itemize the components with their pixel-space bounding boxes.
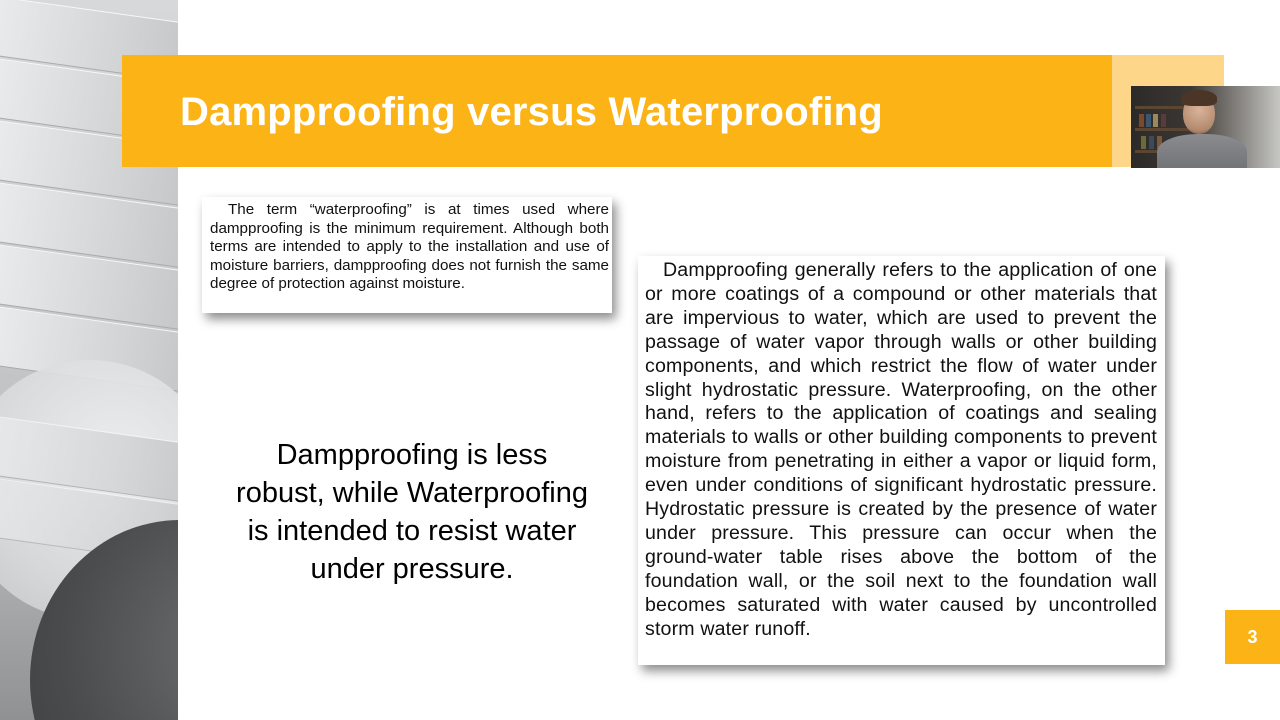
excerpt-2-text: Dampproofing generally refers to the application of one or more coatings of a compound or other materials that are impervious to water, which are used to prevent the passage of water vapor through walls or other building components, and which restrict the flow of water under slight hydrostatic pressure. Waterproofing, on the other hand, refers to the application of coatings and sealing materials to walls or other building components to prevent moisture from penetrating in either a vapor or liquid form, even under conditions of significant hydrostatic pressure. Hydrostatic pressure is created by the presence of water under pressure. This pressure can occur when the ground-water table rises above the bottom of the foundation wall, or the soil next to the foundation wall becomes saturated with water caused by uncontrolled storm water runoff.: [645, 259, 1157, 640]
excerpt-1-text: The term “waterproofing” is at times used where dampproofing is the minimum requirement. Although both terms are intended to apply to the installation and use of moisture barriers, dampproofing does not furnish the same degree of protection against moisture.: [210, 201, 609, 292]
webcam-video: [1131, 86, 1280, 168]
slide-title: Dampproofing versus Waterproofing: [180, 90, 883, 134]
page-number: 3: [1225, 610, 1280, 664]
excerpt-waterproofing-term: [202, 197, 612, 313]
excerpt-definitions: [638, 256, 1165, 665]
summary-text: Dampproofing is less robust, while Waterproofing is intended to resist water under pressure.: [236, 439, 588, 585]
